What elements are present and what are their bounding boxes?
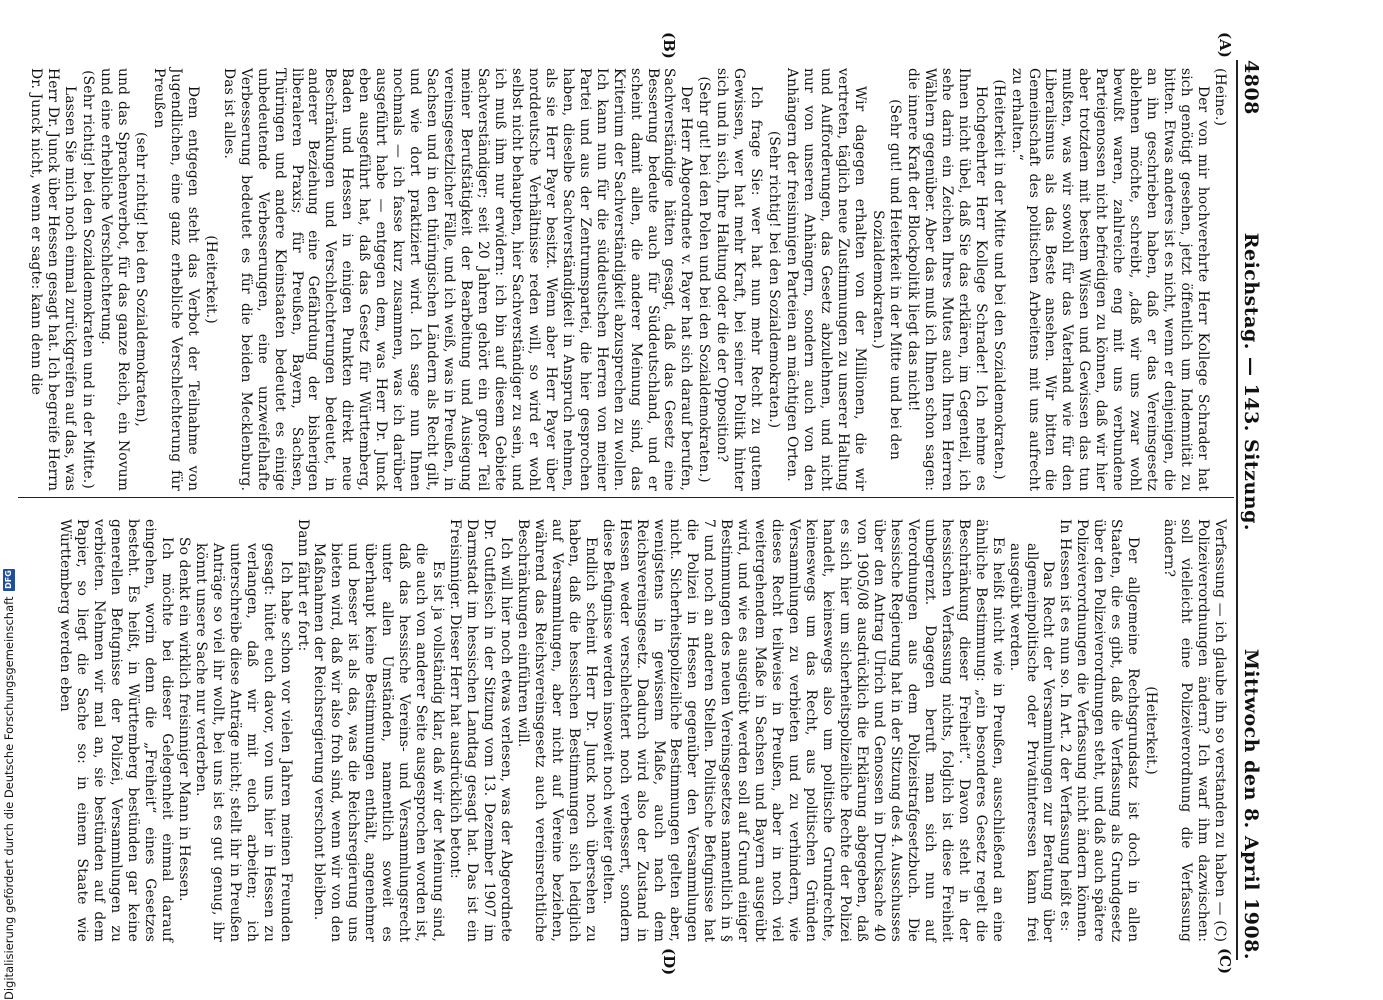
quoted-passage: Es ist ja vollständig klar, daß wir der Meinung sind, die auch von anderer Seite ausgesprochen worden ist, daß das hessische Vereins- und Versammlungsrecht unter allen Umständen, namentlich soweit es überhaupt keine Bestimmungen enthält, angenehmer und besser ist als das, was die Reichsregierung uns bieten wird, daß wir also froh sind, wenn wir von den Maßnahmen der Reichsregierung verschont bleiben. bbox=[311, 543, 447, 942]
left-text-column bbox=[27, 68, 1228, 491]
page-number: 4808 bbox=[1240, 60, 1262, 115]
paragraph: So denkt ein wirklich freisinniger Mann in Hessen. bbox=[175, 537, 192, 902]
paragraph: Es heißt nicht wie in Preußen, ausschließend an eine ähnliche Bestimmung: „ein besonderes Gesetz regelt die Beschränkung dieser Freiheit“. Davon steht in der hessischen Verfassung nichts, folglich ist diese Freiheit unbegrenzt. Dagegen beruft man sich nun auf Verordnungen aus dem Polizeistrafgesetzbuch. Die hessische Regierung hat in der Sitzung des 4. Ausschusses über den Antrag Ulrich und Genossen in Drucksache 40 von 1905/08 ausdrücklich die Erklärung abgegeben, daß es sich hier um sicherheitspolizeiliche Rechte der Polizei handelt, keineswegs also um politische Grundrechte, keineswegs um das Recht, aus politischen Gründen Versammlungen zu verbieten und zu verhindern, wie dieses Recht teilweise in Preußen, aber in noch viel weitergehendem Maße in Sachsen und Bayern ausgeübt wird, und wie es ausgeübt werden soll auf Grund einiger Bestimmungen des neuen Vereinsgesetzes namentlich in § 7 und noch an anderen Stellen. Politische Befugnisse hat die Polizei in Hessen gegenüber den Versammlungen nicht. Sicherheitspolizeiliche Bestimmungen gelten aber, wenigstens in gewissem Maße, auch nach dem Reichsvereinsgesetz. Dadurch wird also der Zustand in Hessen weder verschlechtert noch verbessert, sondern diese Befugnisse werden insoweit noch weiter gelten. bbox=[599, 519, 1006, 942]
page-header bbox=[1240, 60, 1280, 960]
paragraph: Der von mir hochverehrte Herr Kollege Schrader hat sich genötigt gesehen, jetzt öffentlich um Indemnität zu bitten. Etwas anderes ist es nicht, wenn er denjenigen, die an ihn geschrieben haben, daß er das Vereinsgesetz ablehnen möchte, schreibt, „daß wir uns zwar wohl bewußt waren, zahlreiche eng mit uns verbundene Parteigenossen nicht befriedigen zu können, daß wir hier aber trotzdem mit bestem Wissen und Gewissen das tun mußten, was wir sowohl für das Vaterland wie für den Liberalismus als das Beste ansehen. Wir bitten die Gemeinschaft des politischen Arbeitens mit uns aufrecht zu erhalten.“ bbox=[1008, 68, 1212, 491]
paragraph: Verfassung — ich glaube ihn so verstanden zu haben — (C) Polizeiverordnungen ändern? Ich warf ihm dazwischen: soll vielleicht eine Polizeiverordnung die Verfassung ändern? bbox=[1161, 519, 1228, 942]
paragraph: Dem entgegen steht das Verbot der Teilnahme von Jugendlichen, eine ganz erhebliche Verschlechterung für Preußen bbox=[150, 68, 201, 491]
session-date: Mittwoch den 8. April 1908. bbox=[1240, 648, 1262, 960]
paragraph: Der allgemeine Rechtsgrundsatz ist doch in allen Staaten, die es gibt, daß die Verfassung als Grundgesetz über den Polizeiverordnungen steht, und daß auch spätere Polizeiverordnungen die Verfassung nicht ändern können. In Hessen ist es nun so. In Art. 2 der Verfassung heißt es: bbox=[1057, 519, 1142, 942]
stage-direction: (Sehr gut! bei den Polen und bei den Sozialdemokraten.) bbox=[696, 76, 713, 483]
stage-direction: (Heiterkeit.) bbox=[1143, 686, 1160, 775]
digitization-footer bbox=[1, 0, 17, 1000]
column-separator bbox=[18, 497, 1234, 498]
paragraph: Dann fährt er fort: bbox=[294, 519, 311, 652]
paragraph: Der Herr Abgeordnete v. Payer hat sich darauf berufen, Sachverständige hätten gesagt, daß das Gesetz eine Besserung bedeute auch für Süddeutschland, und er scheint damit allen, die anderer Meinung sind, das Kriterium der Sachverständigkeit abzusprechen zu wollen. Ich kann nun für die süddeutschen Herren von meiner Partei und aus der Zentrumspartei, die hier gesprochen haben, dieselbe Sachverständigkeit in Anspruch nehmen, als sie Herr Payer besitzt. Wenn aber Herr Payer über norddeutsche Verhältnisse reden will, so wird er wohl selbst nicht behaupten, hier Sachverständiger zu sein, und ich muß ihm nur erwidern: ich bin auf diesem Gebiete Sachverständiger; seit 20 Jahren gehört ein großer Teil meiner Berufstätigkeit der Bearbeitung und Ausiegung vereinsgesetzlicher Fälle, und ich weiß, was in Preußen, in Sachsen und in den thüringischen Ländern als Recht gilt, und wie dort praktiziert wird. Ich sage nun Ihnen nochmals — ich fasse kurz zusammen, was ich darüber ausgeführt habe — entgegen dem, was Herr Dr. Junck eben ausgeführt hat, daß das Gesetz für Württemberg, Baden und Hessen in einigen Punkten direkt neue Beschränkungen und Verschlechterungen bedeutet, in anderer Beziehung eine Gefährdung der bisherigen liberaleren Praxis; für Preußen, Bayern, Sachsen, Thüringen und andere Kleinstaaten bedeutet es einige unbedeutende Verbesserungen, eine unzweifelhafte Verbesserung bedeutet es für die beiden Mecklenburg. Das ist alles. bbox=[220, 68, 695, 491]
right-text-column bbox=[56, 519, 1228, 942]
paragraph: Ich will hier noch etwas verlesen, was der Abgeordnete Dr. Gutfleisch in der Sitzung vom 13. Dezember 1907 im Darmstadt im hessischen Landtag gesagt hat. Das ist ein Freisinniger. Dieser Herr hat ausdrücklich betont: bbox=[447, 519, 514, 942]
quoted-passage: Ich habe schon vor vielen Jahren meinen Freunden gesagt: hütet euch davor, von uns hier in Hessen zu verlangen, daß wir mit euch arbeiten; ich unterschreibe diese Anträge nicht; stellt ihr in Preußen Anträge so viel ihr wollt, bei uns ist es gut genug, ihr könnt unsere Sache nur verderben. bbox=[192, 543, 294, 942]
stage-direction: (Heiterkeit.) bbox=[202, 235, 219, 324]
paragraph: Endlich scheint Herr Dr. Junck noch übersehen zu haben, daß die hessischen Bestimmungen sich lediglich auf Versammlungen, aber nicht auf Vereine beziehen, während das Reichsvereinsgesetz auch vereinsrechtliche Beschränkungen einführen will. bbox=[514, 519, 599, 942]
dfg-logo: DFG bbox=[4, 570, 13, 589]
stage-direction: (Sehr richtig! bei den Sozialdemokraten.) bbox=[766, 130, 783, 429]
margin-marker-a: (A) bbox=[1216, 32, 1234, 58]
paragraph: Ich möchte bei dieser Gelegenheit einmal darauf eingehen, worin denn die „Freiheit“ eines Gesetzes besteht. Es heißt, in Württemberg bestünden gar keine generellen Befugnisse der Polizei, Versammlungen zu verbieten. Nehmen wir mal an, sie bestünden auf dem Papier, so liegt die Sache so: in einem Staate wie Württemberg werden eben bbox=[57, 519, 175, 942]
paragraph: Hochgeehrter Herr Kollege Schrader! Ich nehme es Ihnen nicht übel, daß Sie das erklären, im Gegenteil, ich sehe darin ein Zeichen Ihres Mutes auch Ihren Herren Wählern gegenüber. Aber das muß ich Ihnen schon sagen: die innere Kraft der Blockpolitik liegt das nicht! bbox=[904, 68, 989, 491]
stage-direction: (Heiterkeit in der Mitte und bei den Sozialdemokraten.) bbox=[990, 79, 1007, 480]
margin-marker-b: (B) bbox=[660, 32, 678, 59]
paragraph: Ich frage Sie: wer hat nun mehr Recht zu gutem Gewissen, wer hat mehr Kraft, bei seiner Politik hinter sich und in sich, Ihre Haltung oder die der Opposition? bbox=[714, 68, 765, 491]
quoted-passage: Das Recht der Versammlungen zur Beratung über allgemeinpolitische oder Privatinteressen kann frei ausgeübt werden. bbox=[1006, 543, 1057, 942]
paragraph: Wir dagegen erhalten von der Millionen, die wir vertreten, täglich neue Zustimmungen zu unserer Haltung und Aufforderungen, das Gesetz abzulehnen, und nicht nur von unseren Anhängern, sondern auch von den Anhängern der freisinnigen Parteien an mächtigen Orten. bbox=[784, 68, 868, 491]
stage-direction: (Sehr richtig! bei den Sozialdemokraten und in der Mitte.) bbox=[80, 70, 97, 489]
scanned-page bbox=[8, 0, 1298, 1000]
margin-marker-c: (C) bbox=[1216, 948, 1234, 975]
speaker-name: (Heine.) bbox=[1212, 68, 1228, 126]
session-title: Reichstag. — 143. Sitzung. bbox=[1240, 232, 1262, 532]
paragraph: Lassen Sie mich noch einmal zurückgreifen auf das, was Herr Dr. Junck über Hessen gesagt hat. Ich begreife Herrn Dr. Junck nicht, wenn er sagte: kann denn die bbox=[28, 68, 79, 491]
header-rule bbox=[1236, 60, 1238, 960]
paragraph: und das Sprachenverbot, für das ganze Reich, ein Novum und eine erhebliche Verschlechterung. bbox=[98, 68, 131, 491]
stage-direction: (Sehr gut! und Heiterkeit in der Mitte und bei den Sozialdemokraten.) bbox=[869, 99, 903, 460]
funding-note: Digitalisierung gefördert durch die Deutsche Forschungsgemeinschaft bbox=[2, 596, 16, 1000]
stage-direction: (sehr richtig! bei den Sozialdemokraten), bbox=[132, 132, 149, 427]
margin-marker-d: (D) bbox=[660, 948, 678, 976]
